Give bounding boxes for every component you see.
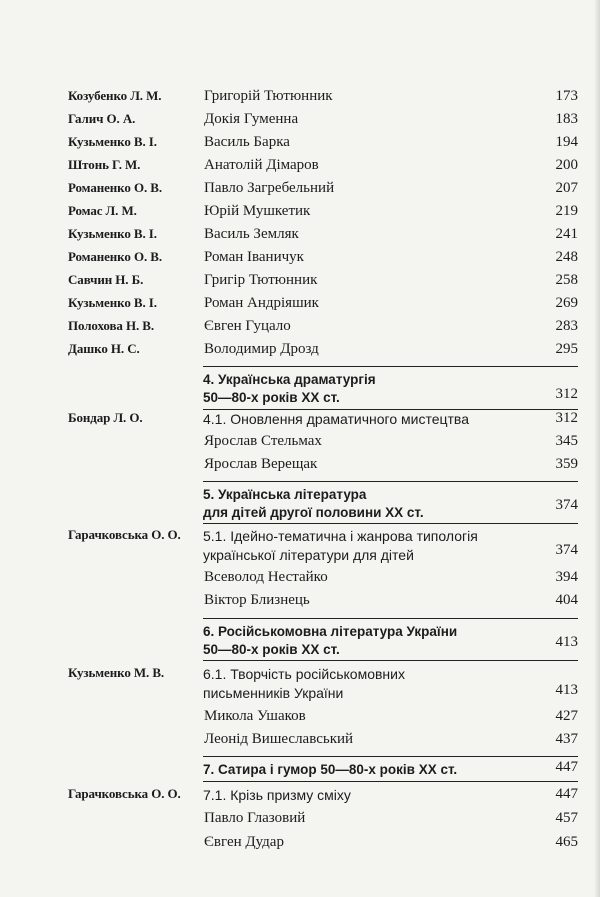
toc-subsection-title: 7.1. Крізь призму сміху [203,787,351,803]
toc-page-number: 283 [555,318,578,334]
section-divider [203,366,578,367]
toc-page-number: 413 [555,634,578,650]
section-divider [203,781,578,782]
toc-page-number: 359 [555,456,578,472]
toc-row [0,295,600,317]
toc-row [0,834,600,856]
toc-page-number: 295 [555,341,578,357]
section-page-row [0,759,600,781]
toc-author: Кузьменко В. І. [68,295,157,310]
toc-author: Штонь Г. М. [68,157,141,172]
toc-title: Павло Загребельний [204,180,335,196]
toc-page-number: 241 [555,226,578,242]
toc-author: Козубенко Л. М. [68,88,162,103]
toc-page-number: 173 [555,88,578,104]
section-page-row [0,497,600,519]
section-heading: 50—80-х років XX ст. [203,642,340,657]
toc-title: Павло Глазовий [204,810,306,826]
section-heading: для дітей другої половини XX ст. [203,505,424,520]
toc-page-number: 312 [555,386,578,402]
toc-row [0,88,600,110]
toc-page-number: 457 [555,810,578,826]
toc-author: Романенко О. В. [68,249,162,264]
section-divider [203,523,578,524]
toc-page-number: 437 [555,731,578,747]
toc-page-number: 374 [555,542,578,558]
toc-author: Гарачковська О. О. [68,786,181,801]
toc-row [0,226,600,248]
toc-title: Віктор Близнець [204,592,310,608]
toc-author: Романенко О. В. [68,180,162,195]
toc-title: Василь Барка [204,134,290,150]
toc-row [0,569,600,591]
toc-row [0,410,600,432]
section-divider [203,618,578,619]
section-page-row [0,386,600,408]
page-edge-shadow [594,0,600,897]
toc-page-number: 258 [555,272,578,288]
section-heading: 6. Російськомовна література України [203,624,458,639]
toc-author: Гарачковська О. О. [68,527,181,542]
toc-title: Євген Дудар [204,834,284,850]
toc-row [0,318,600,340]
toc-row [0,272,600,294]
toc-row [0,249,600,271]
toc-title: Євген Гуцало [204,318,291,334]
toc-title: Григір Тютюнник [204,272,318,288]
toc-row [0,203,600,225]
section-heading: 7. Сатира і гумор 50—80-х років XX ст. [203,762,458,777]
toc-subsection-title: української літератури для дітей [203,547,414,563]
toc-title: Всеволод Нестайко [204,569,328,585]
toc-subsection-title: 4.1. Оновлення драматичного мистецтва [203,411,469,427]
toc-page-number: 248 [555,249,578,265]
toc-row [0,592,600,614]
toc-author: Полохова Н. В. [68,318,154,333]
toc-page-number: 194 [555,134,578,150]
toc-page-number: 374 [555,497,578,513]
toc-title: Роман Іваничук [204,249,304,265]
toc-page-number: 200 [555,157,578,173]
toc-page-number: 183 [555,111,578,127]
section-heading: 50—80-х років XX ст. [203,390,340,405]
toc-page-number: 269 [555,295,578,311]
toc-row [0,786,600,808]
toc-subsection-title: 6.1. Творчість російськомовних [203,666,405,682]
section-divider [203,756,578,757]
toc-row [0,456,600,478]
section-divider [203,481,578,482]
toc-page-number: 447 [555,786,578,802]
toc-page-number: 312 [555,410,578,426]
toc-page-number: 465 [555,834,578,850]
toc-author: Кузьменко М. В. [68,665,165,680]
toc-subsection-title: письменників України [203,685,344,701]
toc-page-number: 427 [555,708,578,724]
section-divider [203,660,578,661]
toc-page-number: 207 [555,180,578,196]
toc-title: Микола Ушаков [204,708,306,724]
toc-row [0,111,600,133]
toc-title: Анатолій Дімаров [204,157,319,173]
toc-page-number: 394 [555,569,578,585]
toc-row [0,433,600,455]
section-page-row [0,634,600,656]
section-page-row [0,682,600,704]
toc-title: Володимир Дрозд [204,341,319,357]
toc-title: Леонід Вишеславський [204,731,354,747]
toc-row [0,134,600,156]
toc-author: Галич О. А. [68,111,136,126]
toc-subsection-title: 5.1. Ідейно-тематична і жанрова типологія [203,528,478,544]
toc-page-number: 413 [555,682,578,698]
toc-author: Дашко Н. С. [68,341,140,356]
toc-title: Юрій Мушкетик [204,203,311,219]
toc-page-number: 345 [555,433,578,449]
toc-page-number: 219 [555,203,578,219]
toc-title: Василь Земляк [204,226,299,242]
section-heading: 4. Українська драматургія [203,372,376,387]
toc-author: Кузьменко В. І. [68,226,157,241]
toc-title: Ярослав Стельмах [204,433,322,449]
toc-row [0,731,600,753]
toc-page-number: 447 [555,759,578,775]
section-heading: 5. Українська література [203,487,367,502]
section-page-row [0,542,600,564]
toc-title: Григорій Тютюнник [204,88,333,104]
toc-author: Кузьменко В. І. [68,134,157,149]
toc-author: Савчин Н. Б. [68,272,144,287]
toc-author: Бондар Л. О. [68,410,143,425]
toc-row [0,180,600,202]
toc-title: Ярослав Верещак [204,456,318,472]
toc-title: Роман Андріяшик [204,295,319,311]
toc-author: Ромас Л. М. [68,203,137,218]
toc-row [0,810,600,832]
toc-page-number: 404 [555,592,578,608]
toc-row [0,341,600,363]
toc-row [0,708,600,730]
toc-title: Докія Гуменна [204,111,299,127]
toc-row [0,157,600,179]
